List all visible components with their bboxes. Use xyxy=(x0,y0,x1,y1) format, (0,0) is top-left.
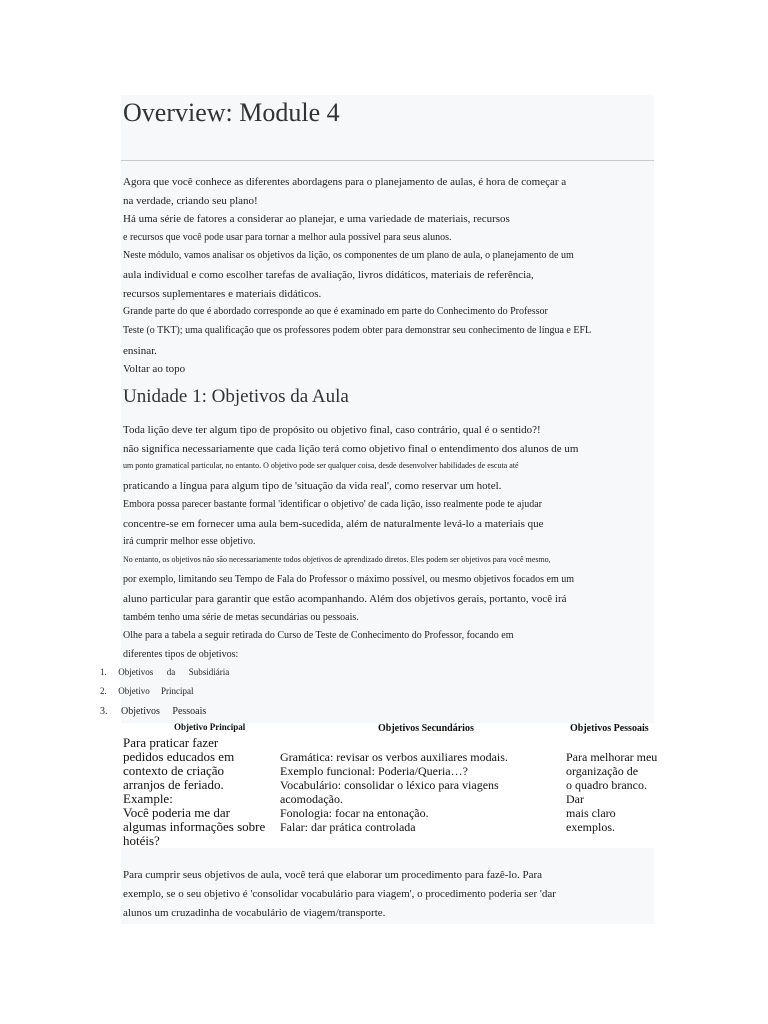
unit-line: Olhe para a tabela a seguir retirada do Curso de Teste de Conhecimento do Professor, focando em xyxy=(123,630,514,641)
cell-line: hotéis? xyxy=(123,833,160,848)
page-title: Overview: Module 4 xyxy=(123,98,340,127)
unit-line: irá cumprir melhor esse objetivo. xyxy=(123,536,256,547)
list-number: 3. xyxy=(100,706,108,717)
cell-line: arranjos de feriado. xyxy=(123,777,224,792)
unit-line: No entanto, os objetivos não são necessariamente todos objetivos de aprendizado diretos. Eles podem ser objetivos para você mesmo, xyxy=(123,555,551,564)
unit-line: concentre-se em fornecer uma aula bem-sucedida, além de naturalmente levá-lo a materiais que xyxy=(123,518,544,530)
unit-line: aluno particular para garantir que estão acompanhando. Além dos objetivos gerais, portanto, você irá xyxy=(123,593,567,605)
cell-line: pedidos educados em xyxy=(123,749,235,764)
cell-line: Exemplo funcional: Poderia/Queria…? xyxy=(280,764,468,778)
unit-line: Embora possa parecer bastante formal 'identificar o objetivo' de cada lição, isso realmente pode te ajudar xyxy=(123,499,542,510)
unit-line: diferentes tipos de objetivos: xyxy=(123,649,239,660)
cell-line: exemplos. xyxy=(566,820,615,834)
table-cell-secondary xyxy=(280,750,508,834)
unit-line: praticando a língua para algum tipo de 'situação da vida real', como reservar um hotel. xyxy=(123,480,502,492)
intro-line: Teste (o TKT); uma qualificação que os professores podem obter para demonstrar seu conhecimento de língua e EFL xyxy=(123,325,592,336)
cell-line: contexto de criação xyxy=(123,763,225,778)
closing-line: alunos um cruzadinha de vocabulário de viagem/transporte. xyxy=(123,907,386,919)
cell-line: Example: xyxy=(123,791,173,806)
list-word: Principal xyxy=(161,686,194,696)
intro-line: Agora que você conhece as diferentes abordagens para o planejamento de aulas, é hora de começar a xyxy=(123,176,567,188)
table-header: Objetivo Principal xyxy=(174,722,246,732)
list-item xyxy=(100,686,194,696)
title-divider xyxy=(121,160,654,161)
list-item xyxy=(100,706,206,717)
table-header: Objetivos Secundários xyxy=(378,723,474,734)
list-number: 1. xyxy=(100,667,107,677)
cell-line: Você poderia me dar xyxy=(123,805,230,820)
list-word: Objetivos xyxy=(121,706,160,717)
intro-line: ensinar. xyxy=(123,345,157,357)
intro-line: na verdade, criando seu plano! xyxy=(123,195,258,207)
list-item xyxy=(100,667,229,677)
cell-line: Para melhorar meu xyxy=(566,750,658,764)
cell-line: algumas informações sobre xyxy=(123,819,266,834)
list-word: da xyxy=(166,667,176,677)
closing-line: exemplo, se o seu objetivo é 'consolidar vocabulário para viagem', o procedimento poderia ser 'dar xyxy=(123,888,556,900)
unit-line: Toda lição deve ter algum tipo de propósito ou objetivo final, caso contrário, qual é o sentido?! xyxy=(123,424,541,436)
table-cell-personal xyxy=(566,750,657,834)
back-to-top-link[interactable]: Voltar ao topo xyxy=(123,363,186,375)
intro-line: recursos suplementares e materiais didáticos. xyxy=(123,288,322,300)
cell-line: Falar: dar prática controlada xyxy=(280,820,416,834)
unit-line: um ponto gramatical particular, no entanto. O objetivo pode ser qualquer coisa, desde desenvolver habilidades de escuta até xyxy=(123,461,519,470)
table-header: Objetivos Pessoais xyxy=(570,723,649,734)
intro-line: e recursos que você pode usar para tornar a melhor aula possível para seus alunos. xyxy=(123,232,452,243)
list-word: Subsidiária xyxy=(188,667,230,677)
list-number: 2. xyxy=(100,686,107,696)
cell-line: organização de xyxy=(566,764,639,778)
unit-title: Unidade 1: Objetivos da Aula xyxy=(123,386,349,407)
intro-line: Grande parte do que é abordado corresponde ao que é examinado em parte do Conhecimento do Professor xyxy=(123,306,548,317)
closing-line: Para cumprir seus objetivos de aula, você terá que elaborar um procedimento para fazê-lo. Para xyxy=(123,869,543,881)
intro-line: Há uma série de fatores a considerar ao planejar, e uma variedade de materiais, recursos xyxy=(123,213,510,225)
list-word: Pessoais xyxy=(172,706,207,717)
cell-line: Para praticar fazer xyxy=(123,735,219,750)
unit-line: não significa necessariamente que cada lição terá como objetivo final o entendimento dos alunos de um xyxy=(123,443,579,455)
cell-line: o quadro branco. xyxy=(566,778,647,792)
cell-line: Dar xyxy=(566,792,584,806)
intro-line: aula individual e como escolher tarefas de avaliação, livros didáticos, materiais de referência, xyxy=(123,269,534,281)
cell-line: Fonologia: focar na entonação. xyxy=(280,806,429,820)
unit-line: por exemplo, limitando seu Tempo de Fala do Professor o máximo possível, ou mesmo objetivos focados em um xyxy=(123,574,574,585)
intro-line: Neste módulo, vamos analisar os objetivos da lição, os componentes de um plano de aula, o planejamento de um xyxy=(123,250,574,261)
cell-line: mais claro xyxy=(566,806,616,820)
list-word: Objetivos xyxy=(118,667,154,677)
unit-line: também tenho uma série de metas secundárias ou pessoais. xyxy=(123,612,359,623)
content-panel xyxy=(121,95,654,723)
table-cell-main xyxy=(123,736,265,848)
cell-line: Vocabulário: consolidar o léxico para viagens xyxy=(280,778,499,792)
cell-line: Gramática: revisar os verbos auxiliares modais. xyxy=(280,750,508,764)
cell-line: acomodação. xyxy=(280,792,343,806)
list-word: Objetivo xyxy=(118,686,150,696)
